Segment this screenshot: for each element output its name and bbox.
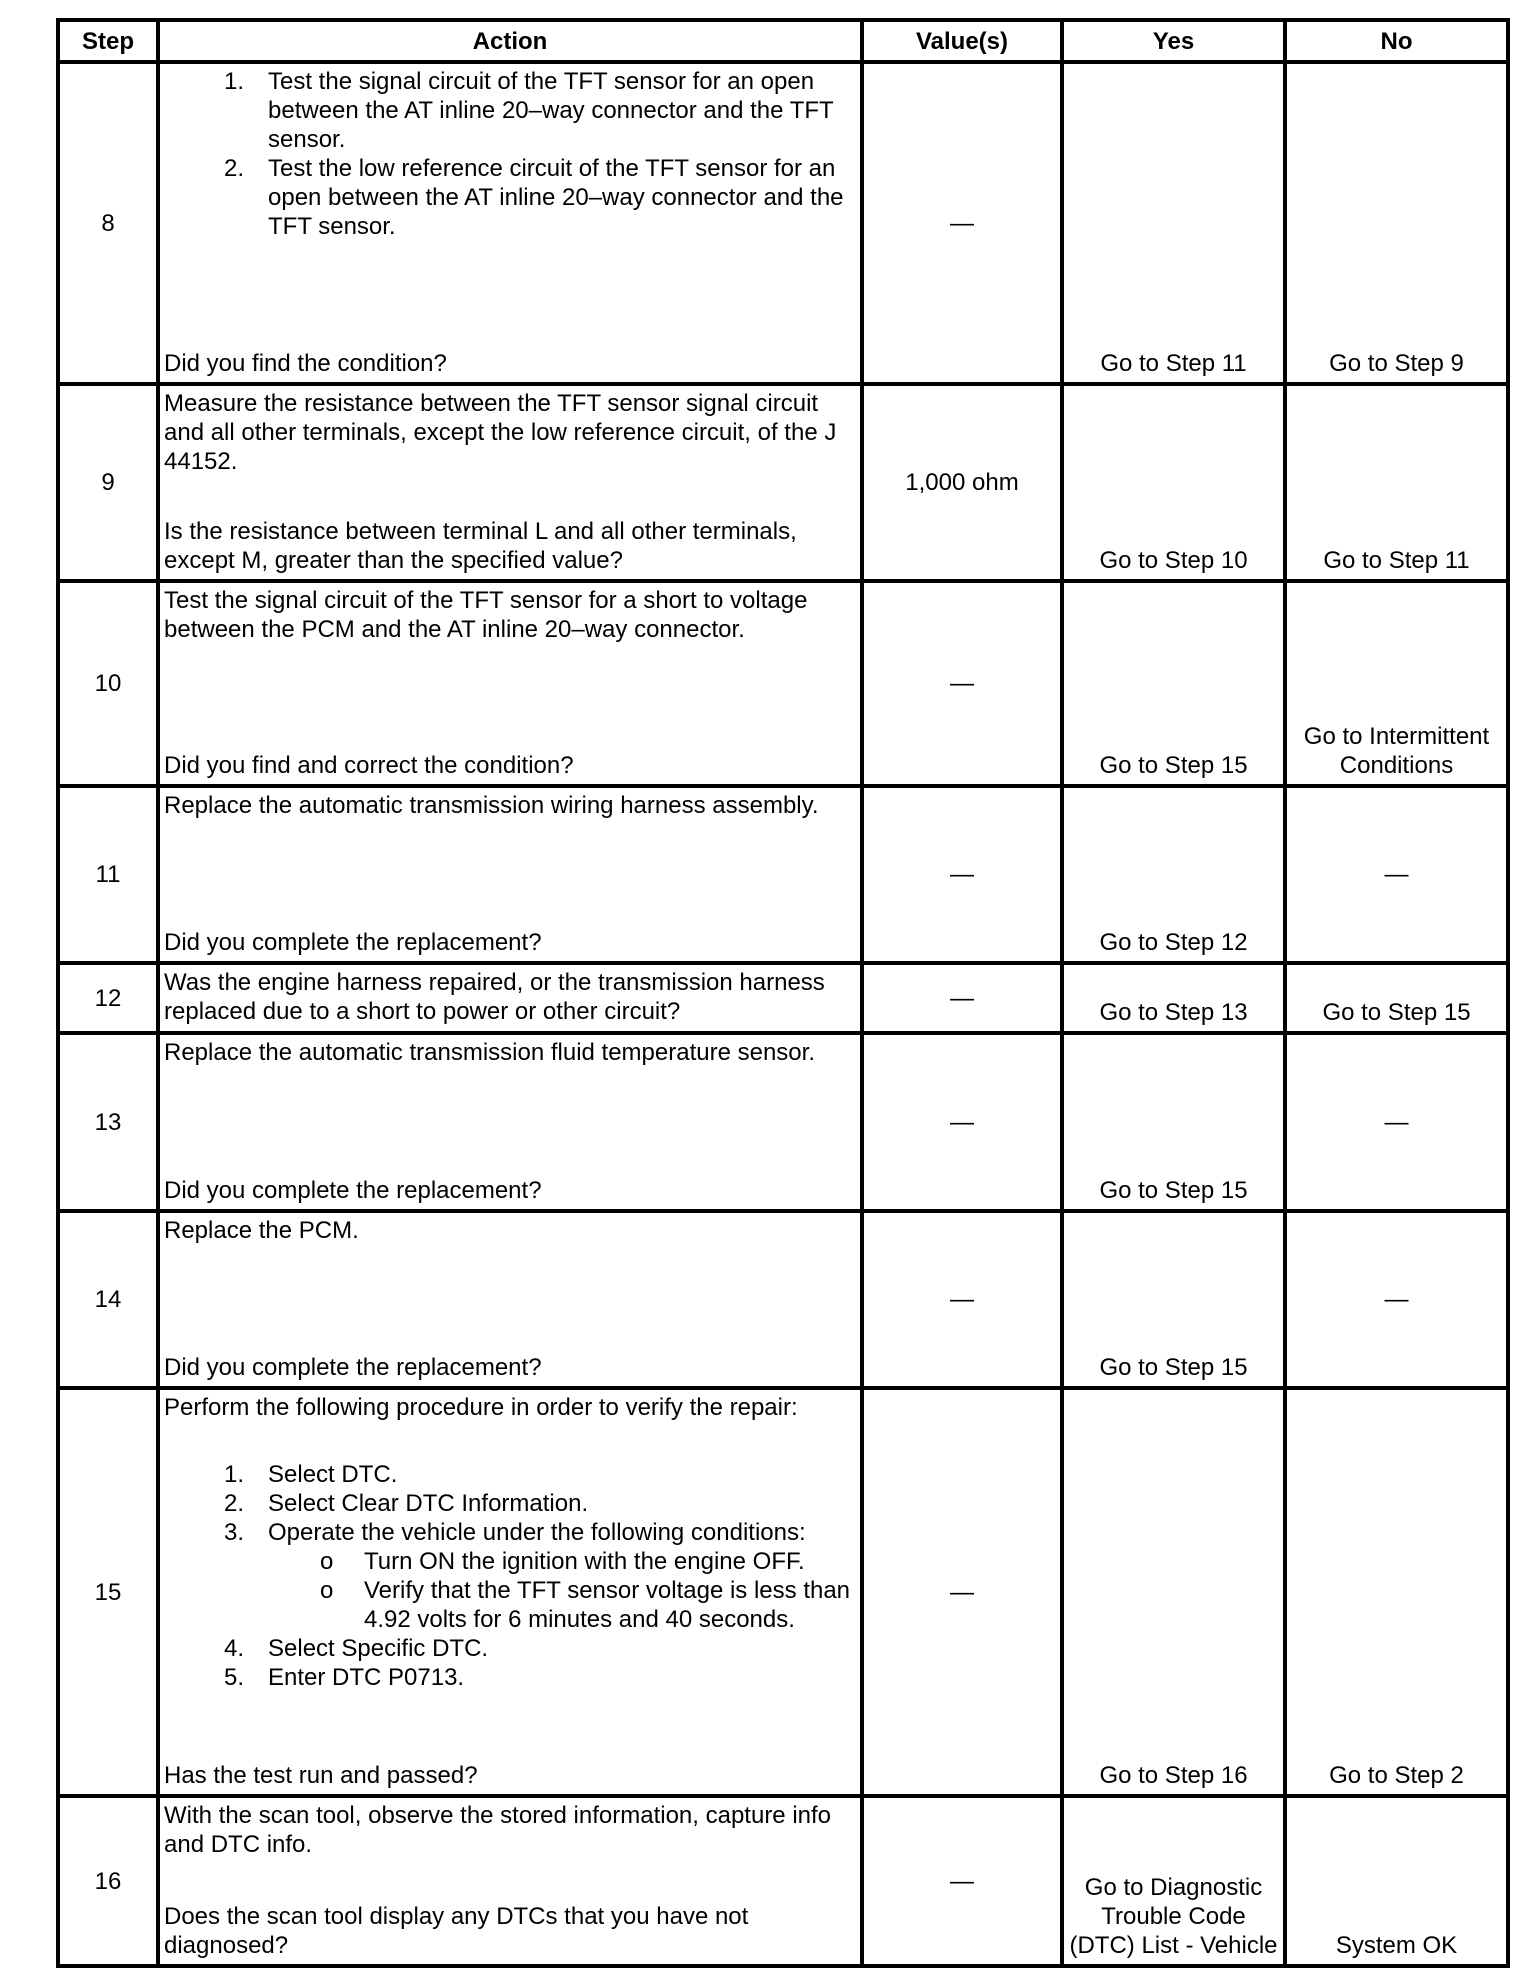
- list-item: 5. Enter DTC P0713.: [223, 1664, 465, 1691]
- instruction-text: Test the signal circuit of the TFT sensor for a short to voltage between the PCM and the AT inline 20–way connector.: [164, 587, 808, 643]
- no-cell: System OK: [1285, 1796, 1508, 1966]
- instruction-text: Measure the resistance between the TFT sensor signal circuit and all other terminals, except the low reference circuit, of the J 44152.: [164, 390, 837, 475]
- value-cell: —: [862, 1796, 1062, 1966]
- step-number: 14: [58, 1211, 158, 1388]
- question-text: Does the scan tool display any DTCs that you have not diagnosed?: [164, 1903, 749, 1959]
- list-item: 3. Operate the vehicle under the following conditions: o Turn ON the ignition with the engine OFF. o Verify that the TFT sensor voltage is less than 4.92 volts for 6 minutes and 40 seconds.: [164, 1518, 854, 1634]
- question-text: Did you complete the replacement?: [164, 1177, 542, 1204]
- action-cell: [158, 786, 862, 963]
- table-row: [58, 1033, 1508, 1211]
- instruction-text: Replace the automatic transmission wiring harness assembly.: [164, 792, 819, 819]
- procedure-list: [164, 1460, 854, 1692]
- yes-cell: Go to Step 16: [1062, 1388, 1285, 1796]
- question-text: Did you find the condition?: [164, 350, 447, 377]
- yes-cell: Go to Step 12: [1062, 786, 1285, 963]
- list-item: 2. Test the low reference circuit of the TFT sensor for an open between the AT inline 20–way connector and the TFT sensor.: [223, 155, 844, 240]
- table-row: [58, 963, 1508, 1033]
- diagnostic-table: [56, 18, 1510, 1968]
- action-cell: [158, 1211, 862, 1388]
- question-text: Did you find and correct the condition?: [164, 752, 574, 779]
- table-row: [58, 62, 1508, 384]
- yes-cell: Go to Step 11: [1062, 62, 1285, 384]
- step-number: 11: [58, 786, 158, 963]
- instruction-text: Perform the following procedure in order to verify the repair:: [164, 1394, 798, 1421]
- yes-cell: Go to Diagnostic Trouble Code (DTC) List - Vehicle: [1062, 1796, 1285, 1966]
- no-cell: Go to Step 15: [1285, 963, 1508, 1033]
- table-row: [58, 384, 1508, 581]
- value-cell: —: [862, 1211, 1062, 1388]
- action-cell: [158, 1796, 862, 1966]
- step-number: 9: [58, 384, 158, 581]
- list-item: 1. Select DTC.: [223, 1461, 398, 1488]
- list-item: 1. Test the signal circuit of the TFT sensor for an open between the AT inline 20–way connector and the TFT sensor.: [223, 68, 834, 153]
- instruction-text: With the scan tool, observe the stored information, capture info and DTC info.: [164, 1802, 832, 1858]
- header-step: Step: [58, 20, 158, 62]
- value-cell: —: [862, 62, 1062, 384]
- value-cell: —: [862, 1388, 1062, 1796]
- list-item: o Turn ON the ignition with the engine OFF.: [320, 1548, 805, 1575]
- table-row: [58, 1796, 1508, 1966]
- action-cell: [158, 62, 862, 384]
- yes-cell: Go to Step 15: [1062, 581, 1285, 786]
- yes-cell: Go to Step 15: [1062, 1033, 1285, 1211]
- table-row: [58, 1388, 1508, 1796]
- list-item: 2. Select Clear DTC Information.: [223, 1490, 589, 1517]
- step-number: 10: [58, 581, 158, 786]
- no-cell: —: [1285, 786, 1508, 963]
- value-cell: —: [862, 963, 1062, 1033]
- value-cell: 1,000 ohm: [862, 384, 1062, 581]
- list-item: 4. Select Specific DTC.: [223, 1635, 489, 1662]
- no-cell: Go to Step 2: [1285, 1388, 1508, 1796]
- action-cell: [158, 1033, 862, 1211]
- header-action: Action: [158, 20, 862, 62]
- action-cell: [158, 1388, 862, 1796]
- table-row: [58, 786, 1508, 963]
- table-row: [58, 581, 1508, 786]
- yes-cell: Go to Step 15: [1062, 1211, 1285, 1388]
- step-number: 13: [58, 1033, 158, 1211]
- header-row: [58, 20, 1508, 62]
- step-number: 16: [58, 1796, 158, 1966]
- question-text: Is the resistance between terminal L and all other terminals, except M, greater than the specified value?: [164, 518, 797, 574]
- no-cell: Go to Step 11: [1285, 384, 1508, 581]
- instruction-text: Replace the PCM.: [164, 1217, 359, 1244]
- action-cell: [158, 963, 862, 1033]
- yes-cell: Go to Step 13: [1062, 963, 1285, 1033]
- action-cell: [158, 384, 862, 581]
- action-cell: [158, 581, 862, 786]
- question-text: Did you complete the replacement?: [164, 1354, 542, 1381]
- no-cell: Go to Intermittent Conditions: [1285, 581, 1508, 786]
- question-text: Did you complete the replacement?: [164, 929, 542, 956]
- step-number: 15: [58, 1388, 158, 1796]
- list-item: o Verify that the TFT sensor voltage is less than 4.92 volts for 6 minutes and 40 seconds.: [320, 1577, 851, 1633]
- header-values: Value(s): [862, 20, 1062, 62]
- question-text: Was the engine harness repaired, or the transmission harness replaced due to a short to power or other circuit?: [164, 969, 825, 1025]
- value-cell: —: [862, 1033, 1062, 1211]
- no-cell: —: [1285, 1211, 1508, 1388]
- header-yes: Yes: [1062, 20, 1285, 62]
- header-no: No: [1285, 20, 1508, 62]
- step-number: 12: [58, 963, 158, 1033]
- instruction-text: Replace the automatic transmission fluid temperature sensor.: [164, 1039, 815, 1066]
- question-text: Has the test run and passed?: [164, 1762, 478, 1789]
- value-cell: —: [862, 786, 1062, 963]
- step-number: 8: [58, 62, 158, 384]
- value-cell: —: [862, 581, 1062, 786]
- no-cell: Go to Step 9: [1285, 62, 1508, 384]
- procedure-list: [164, 67, 854, 241]
- no-cell: —: [1285, 1033, 1508, 1211]
- condition-list: [268, 1547, 854, 1634]
- table-row: [58, 1211, 1508, 1388]
- yes-cell: Go to Step 10: [1062, 384, 1285, 581]
